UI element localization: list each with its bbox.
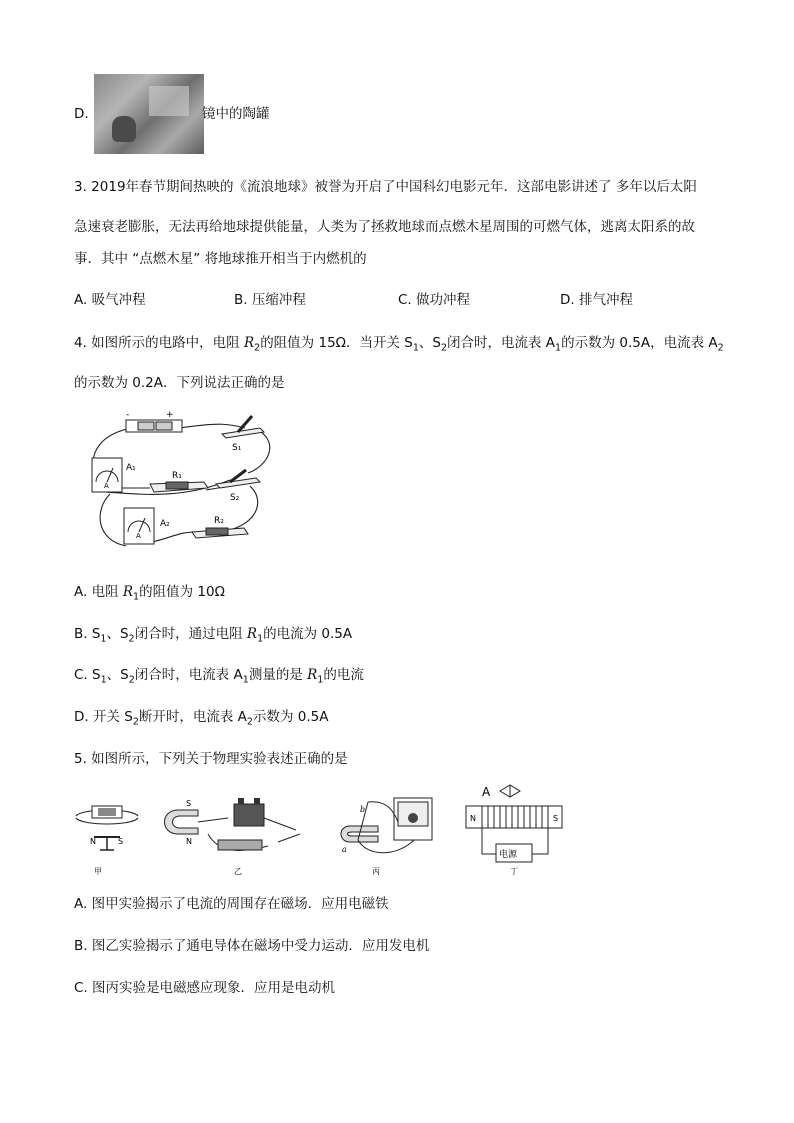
ammeter-a2-face: A xyxy=(136,532,141,540)
fig-jia-label: 甲 xyxy=(94,867,102,876)
resistor-r2-label: R₂ xyxy=(214,516,224,526)
q4-option-b: B. $S_1$、$S_2$闭合时，通过电阻 $R_1$的电流为 0.5A xyxy=(74,626,353,645)
q4-line-2: 的示数为 0.2A．下列说法正确的是 xyxy=(74,375,285,391)
bing-b-label: b xyxy=(360,805,366,814)
q3-option-a: A. 吸气冲程 xyxy=(74,292,146,308)
fig-yi-label: 乙 xyxy=(234,867,242,876)
q3-line-2: 急速衰老膨胀，无法再给地球提供能量，人类为了拯救地球而点燃木星周围的可燃气体，逃离太阳系的故 xyxy=(74,219,695,235)
q3-option-c: C. 做功冲程 xyxy=(398,292,471,308)
q4-option-a: A. 电阻 $R_1$的阻值为 10Ω xyxy=(74,584,225,603)
ding-power-label: 电源 xyxy=(499,850,518,860)
q4-circuit-figure xyxy=(80,408,280,560)
q5-option-c: C. 图丙实验是电磁感应现象．应用是电动机 xyxy=(74,980,336,996)
q4-option-c: C. $S_1$、$S_2$闭合时，电流表 $A_1$测量的是 $R_1$的电流 xyxy=(74,667,364,686)
ding-n-label: N xyxy=(470,814,476,823)
ding-s-label: S xyxy=(553,814,559,823)
jar-mirror-photo xyxy=(94,74,204,154)
q5-stem: 5. 如图所示，下列关于物理实验表述正确的是 xyxy=(74,751,348,767)
q3-option-b: B. 压缩冲程 xyxy=(234,292,306,308)
q2-option-d-text: 镜中的陶罐 xyxy=(202,106,270,122)
jia-s-label: S xyxy=(118,837,124,846)
q4-line-1: 4. 如图所示的电路中，电阻 $R_2$的阻值为 15Ω．当开关 $S_1$、$S_2$闭合时，电流表 $A_1$的示数为 0.5A，电流表 $A_2$ xyxy=(74,335,724,354)
ammeter-a1-label: A₁ xyxy=(126,463,136,473)
switch-s1-label: S₁ xyxy=(232,443,242,453)
jia-n-label: N xyxy=(90,837,96,846)
fig-ding-label: 丁 xyxy=(510,867,518,876)
switch-s2-label: S₂ xyxy=(230,493,240,503)
q5-option-b: B. 图乙实验揭示了通电导体在磁场中受力运动．应用发电机 xyxy=(74,938,430,954)
q3-option-d: D. 排气冲程 xyxy=(560,292,633,308)
q3-line-3: 事．其中 “点燃木星” 将地球推开相当于内燃机的 xyxy=(74,251,367,267)
bing-a-label: a xyxy=(342,845,347,854)
q5-option-a: A. 图甲实验揭示了电流的周围存在磁场．应用电磁铁 xyxy=(74,896,389,912)
q3-line-1: 3. 2019年春节期间热映的《流浪地球》被誉为开启了中国科幻电影元年．这部电影讲述了 多年以后太阳 xyxy=(74,179,697,195)
q5-experiment-figures xyxy=(68,782,578,880)
q4-option-d: D. 开关 $S_2$断开时，电流表 $A_2$示数为 0.5A xyxy=(74,709,329,728)
ammeter-a2-label: A₂ xyxy=(160,519,170,529)
yi-s-label: S xyxy=(186,799,192,808)
q2-option-d-letter: D. xyxy=(74,106,89,122)
ammeter-a1-face: A xyxy=(104,482,109,490)
resistor-r1-label: R₁ xyxy=(172,471,182,481)
yi-n-label: N xyxy=(186,837,192,846)
battery-minus: - xyxy=(126,410,130,420)
fig-bing-label: 丙 xyxy=(372,867,380,876)
battery-plus: + xyxy=(166,410,174,420)
ding-a-label: A xyxy=(482,785,491,799)
